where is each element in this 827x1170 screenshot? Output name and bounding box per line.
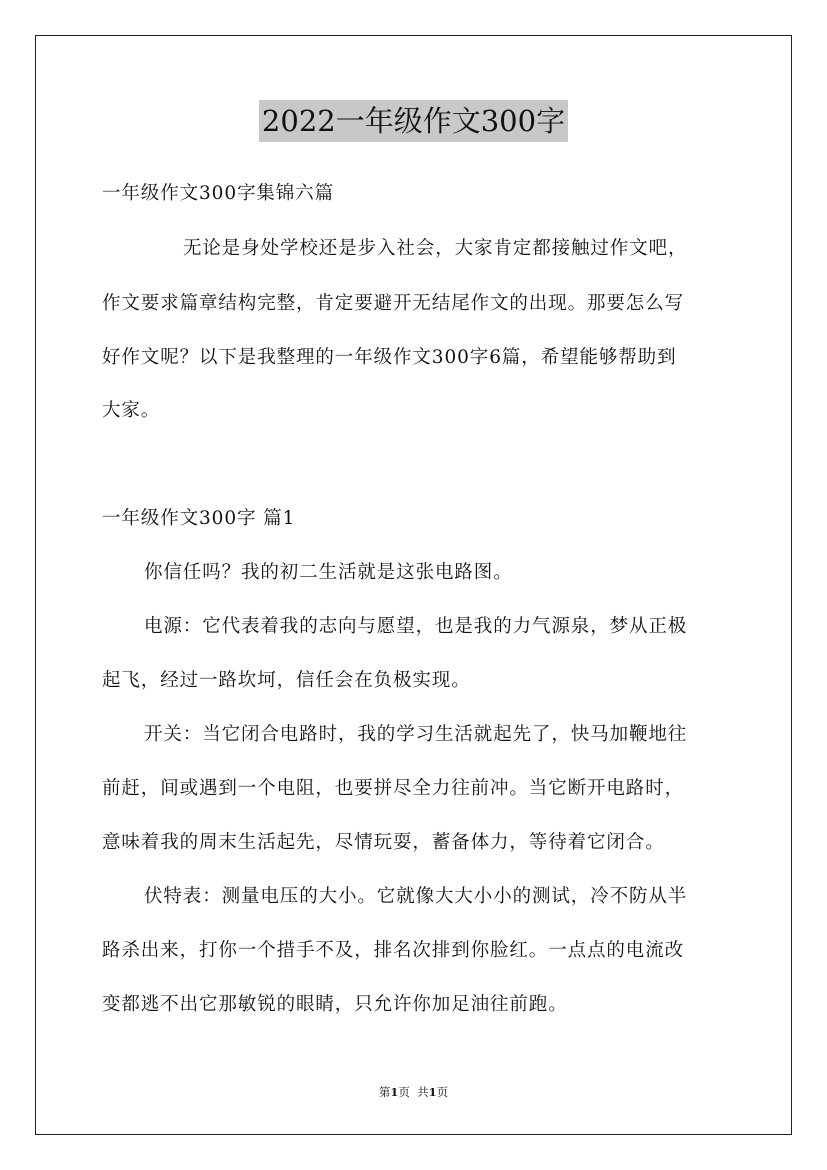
body-line-7: 伏特表：测量电压的大小。它就像大大小小的测试，冷不防从半 bbox=[144, 886, 688, 907]
intro-line-4: 大家。 bbox=[102, 400, 161, 421]
body-line-4: 开关：当它闭合电路时，我的学习生活就起先了，快马加鞭地往 bbox=[144, 724, 688, 745]
body-line-6: 意味着我的周末生活起先，尽情玩耍，蓄备体力，等待着它闭合。 bbox=[102, 832, 665, 853]
title-wrap bbox=[0, 100, 827, 142]
body-line-3: 起飞，经过一路坎坷，信任会在负极实现。 bbox=[102, 670, 471, 691]
footer-page-suffix: 页 bbox=[398, 1085, 410, 1099]
body-line-9: 变都逃不出它那敏锐的眼睛，只允许你加足油往前跑。 bbox=[102, 994, 568, 1015]
section-heading: 一年级作文300字 篇1 bbox=[102, 508, 296, 529]
body-line-2: 电源：它代表着我的志向与愿望，也是我的力气源泉，梦从正极 bbox=[144, 616, 688, 637]
page-footer bbox=[0, 1084, 827, 1100]
document-title: 2022一年级作文300字 bbox=[259, 100, 568, 142]
footer-page-number: 1 bbox=[390, 1085, 399, 1099]
body-line-1: 你信任吗？我的初二生活就是这张电路图。 bbox=[144, 562, 513, 583]
document-subtitle: 一年级作文300字集锦六篇 bbox=[102, 183, 335, 204]
intro-line-1: 无论是身处学校还是步入社会，大家肯定都接触过作文吧， bbox=[183, 238, 688, 259]
body-line-8: 路杀出来，打你一个措手不及，排名次排到你脸红。一点点的电流改 bbox=[102, 940, 685, 961]
intro-line-2: 作文要求篇章结构完整，肯定要避开无结尾作文的出现。那要怎么写 bbox=[102, 293, 685, 314]
footer-page-prefix: 第 bbox=[378, 1085, 391, 1099]
body-line-5: 前赶，间或遇到一个电阻，也要拼尽全力往前冲。当它断开电路时， bbox=[102, 778, 685, 799]
intro-line-3: 好作文呢？以下是我整理的一年级作文300字6篇，希望能够帮助到 bbox=[102, 347, 677, 368]
footer-total-suffix: 页 bbox=[436, 1085, 449, 1099]
footer-total-pages: 1 bbox=[428, 1085, 437, 1099]
footer-total-prefix: 共 bbox=[417, 1085, 429, 1099]
